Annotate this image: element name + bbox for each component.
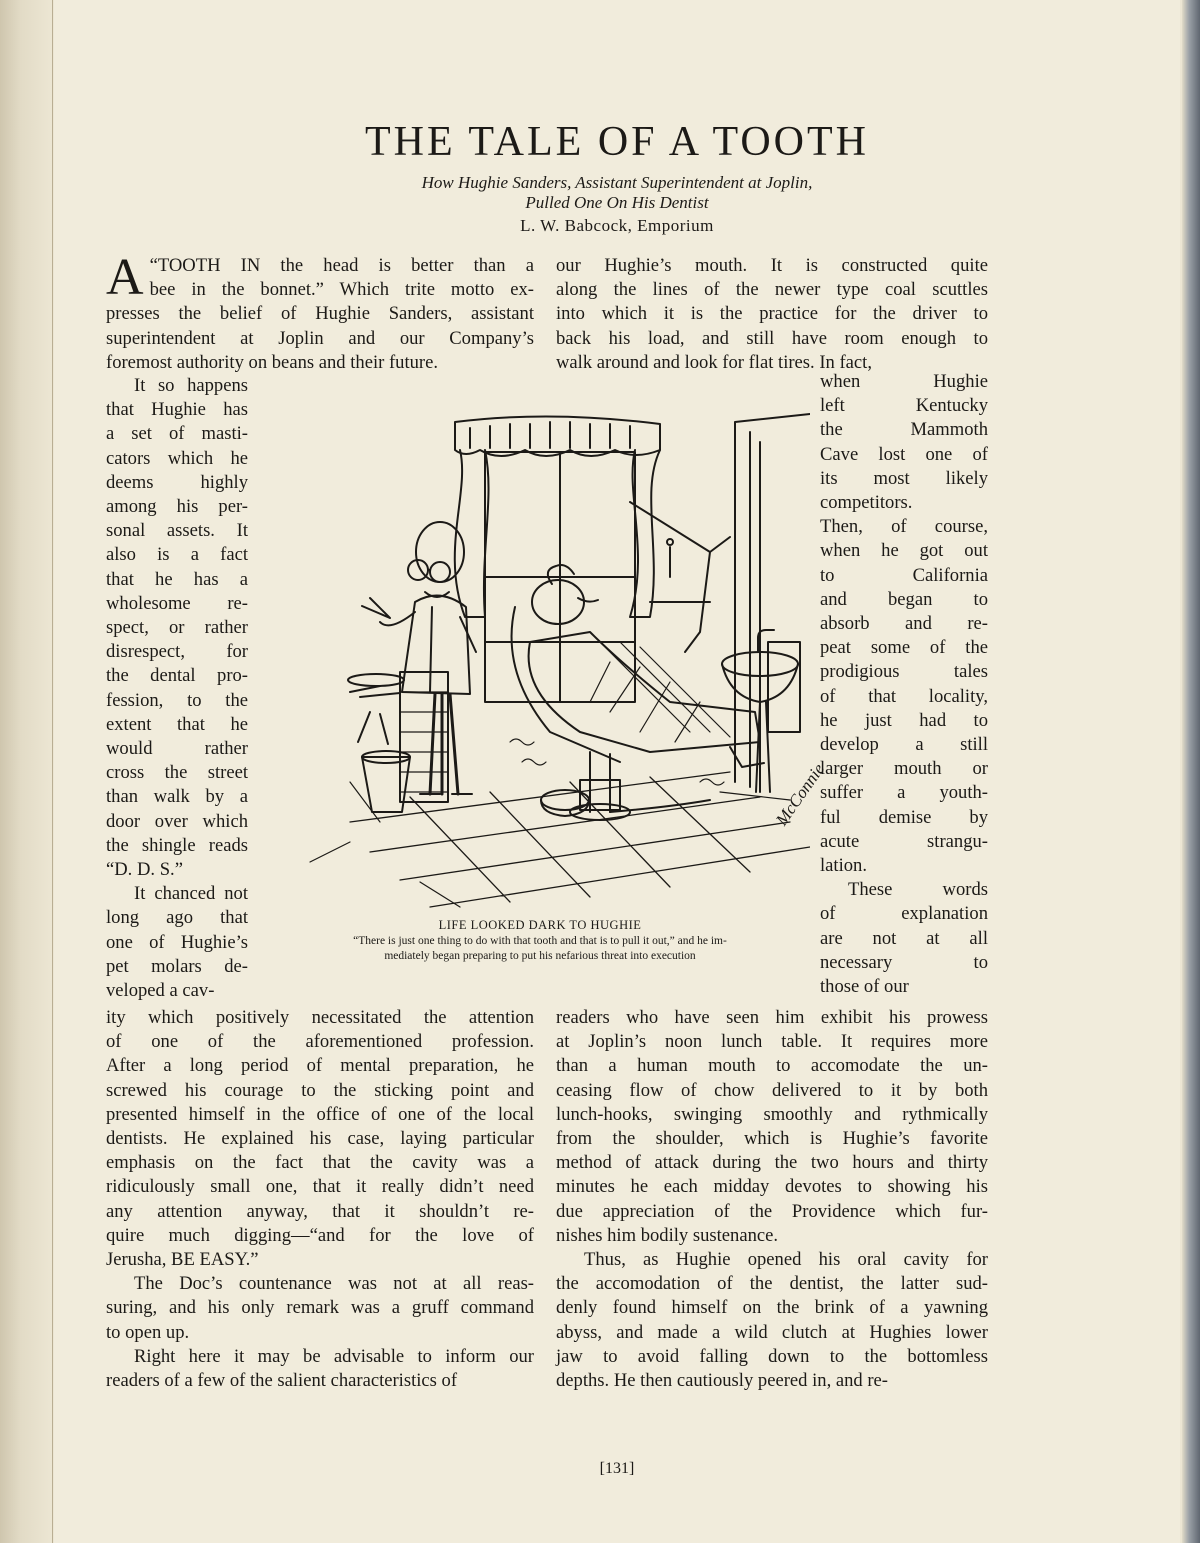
narrow-right-line: and began to bbox=[820, 588, 988, 610]
narrow-left-line: It chanced not bbox=[134, 883, 248, 905]
caption-line-2: mediately began preparing to put his nefarious threat into execution bbox=[384, 950, 696, 962]
narrow-right-line: left Kentucky bbox=[820, 395, 988, 417]
lower-left-line: readers of a few of the salient characteristics of bbox=[106, 1370, 458, 1392]
narrow-right-line: These words bbox=[848, 879, 988, 901]
caption-line-1: “There is just one thing to do with that tooth and that is to pull it out,” and he im- bbox=[353, 935, 727, 947]
narrow-right-line: those of our bbox=[820, 976, 909, 998]
lower-left-line: presented himself in the office of one of the local bbox=[106, 1103, 534, 1125]
narrow-left-line: disrespect, for bbox=[106, 641, 248, 663]
narrow-right-line: the Mammoth bbox=[820, 419, 988, 441]
patient-figure bbox=[529, 565, 764, 767]
narrow-right-line: suffer a youth- bbox=[820, 782, 988, 804]
lower-right-line: jaw to avoid falling down to the bottomless bbox=[556, 1345, 988, 1367]
lower-left-line: Jerusha, BE EASY.” bbox=[106, 1249, 259, 1271]
col2-top-line: into which it is the practice for the driver to bbox=[556, 303, 988, 325]
narrow-left-line: spect, or rather bbox=[106, 617, 248, 639]
narrow-left-line: “D. D. S.” bbox=[106, 859, 183, 881]
bucket bbox=[362, 757, 410, 812]
lower-left-line: of one of the aforementioned profession. bbox=[106, 1031, 534, 1053]
lower-left-line: to open up. bbox=[106, 1321, 190, 1343]
narrow-right-line: of that locality, bbox=[820, 685, 988, 707]
narrow-right-line: necessary to bbox=[820, 951, 988, 973]
lower-left-line: ity which positively necessitated the attention bbox=[106, 1007, 534, 1028]
lower-right-line: Thus, as Hughie opened his oral cavity for bbox=[584, 1249, 988, 1271]
lower-right-line: readers who have seen him exhibit his prowess bbox=[556, 1007, 988, 1028]
dentist-cartoon bbox=[290, 402, 810, 910]
lower-right-line: nishes him bodily sustenance. bbox=[556, 1224, 779, 1246]
lower-right-line: depths. He then cautiously peered in, and re- bbox=[556, 1370, 888, 1392]
drop-cap: A bbox=[106, 249, 144, 306]
intro-line-2: bee in the bonnet.” Which trite motto ex- bbox=[149, 279, 534, 301]
narrow-left-line: also is a fact bbox=[106, 544, 248, 566]
lower-right-line: at Joplin’s noon lunch table. It requires more bbox=[556, 1031, 988, 1053]
signature: McConnie bbox=[772, 759, 829, 829]
narrow-left-line: cross the street bbox=[106, 762, 248, 784]
narrow-right-line: to California bbox=[820, 564, 988, 586]
narrow-left-column bbox=[106, 374, 248, 1003]
narrow-right-line: Then, of course, bbox=[820, 516, 988, 538]
instrument-tray bbox=[348, 674, 404, 686]
narrow-left-line: fession, to the bbox=[106, 689, 248, 711]
lower-left-line: Right here it may be advisable to inform our bbox=[134, 1345, 534, 1367]
narrow-left-line: would rather bbox=[106, 738, 248, 760]
dental-chair bbox=[512, 607, 710, 820]
narrow-left-line: sonal assets. It bbox=[106, 520, 248, 542]
lower-left-line: ridiculously small one, that it really didn’t need bbox=[106, 1176, 534, 1198]
narrow-left-line: one of Hughie’s bbox=[106, 931, 248, 953]
col2-top-line: our Hughie’s mouth. It is constructed quite bbox=[556, 255, 988, 276]
drill-arm bbox=[630, 502, 730, 652]
door-frame bbox=[735, 414, 810, 792]
narrow-left-line: than walk by a bbox=[106, 786, 248, 808]
narrow-right-line: he just had to bbox=[820, 709, 988, 731]
intro-line-5: foremost authority on beans and their future. bbox=[106, 351, 439, 373]
narrow-right-line: are not at all bbox=[820, 927, 988, 949]
book-gutter bbox=[0, 0, 53, 1543]
lower-left-line: After a long period of mental preparation, he bbox=[106, 1055, 534, 1077]
narrow-right-line: lation. bbox=[820, 855, 867, 877]
narrow-right-line: Cave lost one of bbox=[820, 443, 988, 465]
narrow-left-line: pet molars de- bbox=[106, 955, 248, 977]
narrow-left-line: door over which bbox=[106, 810, 248, 832]
narrow-right-line: prodigious tales bbox=[820, 661, 988, 683]
narrow-left-line: long ago that bbox=[106, 907, 248, 929]
col2-top-line: back his load, and still have room enough to bbox=[556, 327, 988, 349]
col2-top-line: along the lines of the newer type coal scuttles bbox=[556, 279, 988, 301]
lower-right-line: due appreciation of the Providence which fur- bbox=[556, 1200, 988, 1222]
lower-right-line: denly found himself on the brink of a yawning bbox=[556, 1297, 988, 1319]
narrow-right-line: larger mouth or bbox=[820, 758, 988, 780]
page-edge bbox=[1182, 0, 1200, 1543]
narrow-left-line: among his per- bbox=[106, 496, 248, 518]
subtitle-line-1: How Hughie Sanders, Assistant Superintendent at Joplin, bbox=[421, 173, 813, 192]
narrow-right-line: of explanation bbox=[820, 903, 988, 925]
col2-top-line: walk around and look for flat tires. In fact, bbox=[556, 351, 872, 373]
narrow-right-line: peat some of the bbox=[820, 637, 988, 659]
lower-right-line: from the shoulder, which is Hughie’s favorite bbox=[556, 1128, 988, 1150]
lower-left-column bbox=[106, 1006, 534, 1393]
dentist-figure bbox=[362, 522, 476, 794]
narrow-left-line: wholesome re- bbox=[106, 592, 248, 614]
lower-right-line: the accomodation of the dentist, the latter sud- bbox=[556, 1273, 988, 1295]
lower-left-line: suring, and his only remark was a gruff command bbox=[106, 1297, 534, 1319]
intro-line-1: TOOTH IN the head is better than a bbox=[157, 255, 534, 276]
lower-left-line: quire much digging—“and for the love of bbox=[106, 1224, 534, 1246]
narrow-right-line: its most likely bbox=[820, 467, 988, 489]
article-title: THE TALE OF A TOOTH bbox=[365, 119, 869, 165]
intro-paragraph bbox=[106, 249, 534, 375]
lower-left-line: The Doc’s countenance was not at all reas- bbox=[134, 1273, 534, 1295]
lower-right-line: than a human mouth to accomodate the un- bbox=[556, 1055, 988, 1077]
narrow-right-line: absorb and re- bbox=[820, 613, 988, 635]
col2-top bbox=[556, 254, 988, 375]
lower-right-column bbox=[556, 1006, 988, 1393]
narrow-right-line: when he got out bbox=[820, 540, 988, 562]
lower-left-line: screwed his courage to the sticking point and bbox=[106, 1079, 534, 1101]
lower-left-line: any attention anyway, that it shouldn’t re- bbox=[106, 1200, 534, 1222]
narrow-left-line: a set of masti- bbox=[106, 423, 248, 445]
caption-text bbox=[260, 934, 820, 964]
narrow-left-line: the dental pro- bbox=[106, 665, 248, 687]
narrow-right-line: when Hughie bbox=[820, 371, 988, 392]
narrow-right-line: ful demise by bbox=[820, 806, 988, 828]
lower-right-line: abyss, and made a wild clutch at Hughies lower bbox=[556, 1321, 988, 1343]
narrow-left-line: extent that he bbox=[106, 713, 248, 735]
narrow-left-line: deems highly bbox=[106, 471, 248, 493]
intro-line-3: presses the belief of Hughie Sanders, assistant bbox=[106, 303, 534, 325]
byline: L. W. Babcock, Emporium bbox=[520, 216, 714, 235]
narrow-right-line: acute strangu- bbox=[820, 830, 988, 852]
narrow-left-line: It so happens bbox=[134, 375, 248, 396]
narrow-left-line: that Hughie has bbox=[106, 399, 248, 421]
subtitle-line-2: Pulled One On His Dentist bbox=[525, 193, 709, 212]
narrow-right-line: develop a still bbox=[820, 734, 988, 756]
lower-right-line: lunch-hooks, swinging smoothly and rythmically bbox=[556, 1103, 988, 1125]
narrow-left-line: cators which he bbox=[106, 447, 248, 469]
page-number: [131] bbox=[599, 1460, 635, 1477]
lower-left-line: dentists. He explained his case, laying particular bbox=[106, 1128, 534, 1150]
lower-right-line: method of attack during the two hours and thirty bbox=[556, 1152, 988, 1174]
intro-line-4: superintendent at Joplin and our Company’s bbox=[106, 327, 534, 349]
lower-left-line: emphasis on the fact that the cavity was a bbox=[106, 1152, 534, 1174]
narrow-left-line: that he has a bbox=[106, 568, 248, 590]
caption-title: LIFE LOOKED DARK TO HUGHIE bbox=[438, 918, 642, 932]
open-quote: “ bbox=[149, 255, 158, 276]
narrow-right-line: competitors. bbox=[820, 492, 913, 514]
spittoon bbox=[541, 790, 589, 810]
narrow-right-column bbox=[820, 370, 988, 999]
narrow-left-line: the shingle reads bbox=[106, 834, 248, 856]
lower-right-line: minutes he each midday devotes to showing his bbox=[556, 1176, 988, 1198]
lower-right-line: ceasing flow of chow delivered to it by both bbox=[556, 1079, 988, 1101]
narrow-left-line: veloped a cav- bbox=[106, 980, 215, 1002]
